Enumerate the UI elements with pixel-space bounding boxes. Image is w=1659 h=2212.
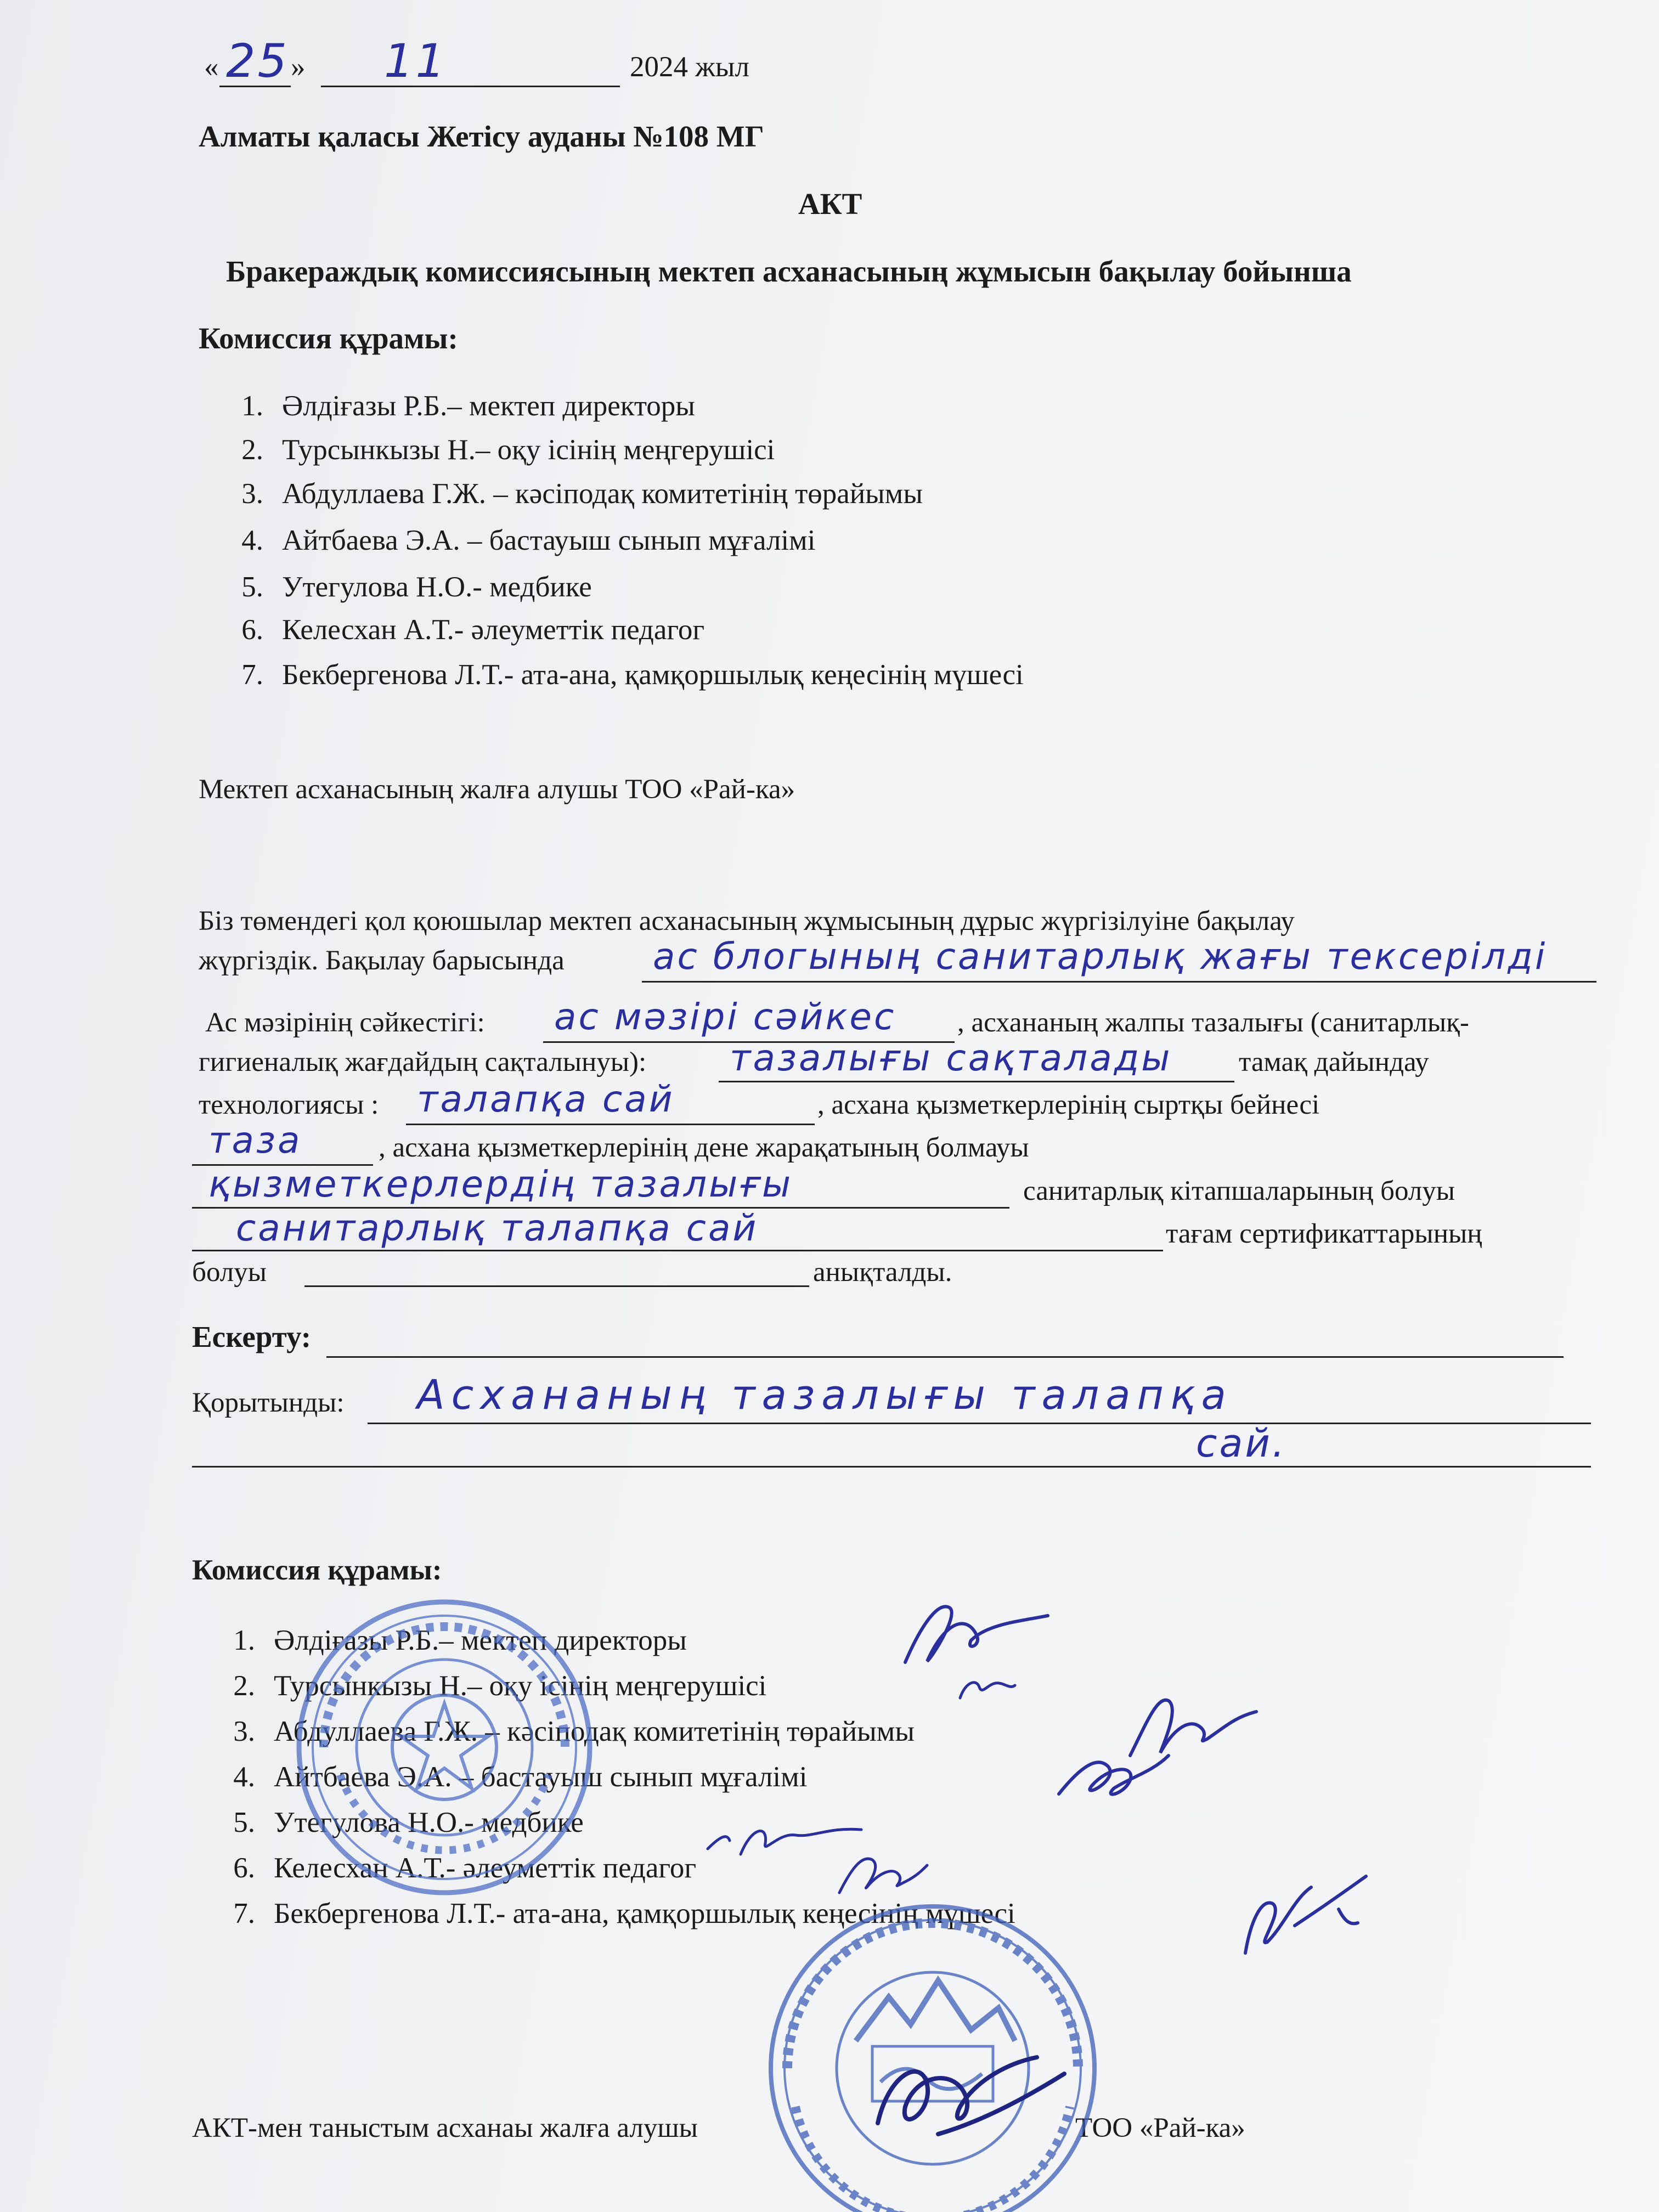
hw-sanitary-result: санитарлық талапқа сай: [236, 1207, 759, 1249]
menu-label: Ас мәзірінің сәйкестігі:: [205, 1007, 485, 1038]
cooking-label: тамақ дайындау: [1239, 1047, 1429, 1077]
list-item: 2. Турсынкызы Н.– оқу ісінің меңгерушісі: [241, 434, 775, 466]
date-open-quote: «: [204, 51, 219, 83]
act-subtitle: Бракераждық комиссиясының мектеп асханасының жұмысын бақылау бойынша: [226, 255, 1352, 288]
list-item: 6. Келесхан А.Т.- әлеуметтік педагог: [241, 614, 705, 646]
list-item: 4. Айтбаева Э.А. – бастауыш сынып мұғалімі: [233, 1761, 808, 1793]
conclusion-label: Қорытынды:: [192, 1387, 345, 1418]
date-day-underline: [219, 86, 291, 87]
date-day: 25: [226, 34, 289, 88]
hw-hygiene-result: тазалығы сақталады: [730, 1037, 1172, 1079]
conclusion-underline-2: [192, 1466, 1591, 1468]
presence-label: болуы: [192, 1257, 267, 1288]
list-item: 3. Абдуллаева Г.Ж. – кәсіподақ комитетінің төрайымы: [233, 1716, 915, 1747]
act-title: АКТ: [798, 187, 862, 221]
tenant-line: Мектеп асханасының жалға алушы ТОО «Рай-ка»: [199, 774, 795, 805]
date-close-quote: »: [291, 51, 306, 83]
signature-1-icon: [900, 1591, 1053, 1673]
list-item: 5. Утегулова Н.О.- медбике: [233, 1807, 584, 1838]
note-label: Ескерту:: [192, 1320, 312, 1353]
list-item: 1. Әлдіғазы Р.Б.– мектеп директоры: [241, 390, 695, 422]
appearance-label: , асхана қызметкерлерінің сыртқы бейнесі: [817, 1090, 1320, 1120]
list-item: 5. Утегулова Н.О.- медбике: [241, 571, 592, 603]
commission-heading-2: Комиссия құрамы:: [192, 1554, 442, 1586]
list-item: 1. Әлдіғазы Р.Б.– мектеп директоры: [233, 1624, 687, 1656]
body-line-1: Біз төмендегі қол қоюшылар мектеп асханасының жұмысының дұрыс жүргізілуіне бақылау: [199, 906, 1295, 936]
ack-left: АКТ-мен таныстым асханаы жалға алушы: [192, 2113, 698, 2143]
date-month: 11: [384, 34, 447, 88]
date-month-underline: [321, 86, 620, 87]
technology-label: технологиясы :: [199, 1090, 379, 1120]
sanitary-underline: [192, 1250, 1163, 1251]
list-item: 3. Абдуллаева Г.Ж. – кәсіподақ комитетінің төрайымы: [241, 478, 923, 510]
list-item: 4. Айтбаева Э.А. – бастауыш сынып мұғалімі: [241, 524, 816, 556]
hw-menu-result: ас мәзірі сәйкес: [554, 996, 896, 1038]
conclusion-underline-1: [368, 1423, 1591, 1424]
hw-appearance-result: таза: [208, 1119, 302, 1161]
signature-6-icon: [834, 1843, 933, 1904]
hw-injury-result: қызметкерлердің тазалығы: [208, 1163, 793, 1205]
hw-control-result: ас блогының санитарлық жағы тексерілді: [653, 935, 1548, 978]
signature-2-icon: [955, 1673, 1020, 1706]
control-underline: [642, 981, 1596, 983]
signature-7-icon: [1234, 1865, 1372, 1964]
note-underline: [326, 1356, 1564, 1358]
school-name: Алматы қаласы Жетісу ауданы №108 МГ: [199, 120, 764, 153]
list-item: 2. Турсынкызы Н.– оқу ісінің меңгерушісі: [233, 1670, 767, 1702]
certificates-underline: [304, 1285, 809, 1287]
hygiene-label: гигиеналық жағдайдың сақталынуы):: [199, 1047, 647, 1077]
technology-underline: [406, 1124, 815, 1125]
sanitary-books-label: санитарлық кітапшаларының болуы: [1023, 1176, 1455, 1206]
hw-conclusion-line-2: сай.: [1196, 1421, 1287, 1466]
hw-technology-result: талапқа сай: [417, 1078, 675, 1120]
cleanliness-label: , асхананың жалпы тазалығы (санитарлық-: [957, 1007, 1469, 1038]
signature-8-icon: [856, 2041, 1075, 2151]
list-item: 7. Бекбергенова Л.Т.- ата-ана, қамқоршылық кеңесінің мүшесі: [241, 659, 1024, 691]
date-year: 2024 жыл: [630, 51, 749, 83]
ack-right: ТОО «Рай-ка»: [1075, 2113, 1245, 2143]
list-item: 6. Келесхан А.Т.- әлеуметтік педагог: [233, 1852, 697, 1884]
injury-label: , асхана қызметкерлерінің дене жарақатының болмауы: [379, 1132, 1029, 1163]
round-seal-stamp-icon: [291, 1594, 598, 1901]
body-line-2: жүргіздік. Бақылау барысында: [199, 945, 565, 976]
certificates-label: тағам сертификаттарының: [1166, 1218, 1482, 1249]
hygiene-underline: [719, 1081, 1234, 1082]
commission-list: [203, 390, 1024, 703]
determined-label: анықталды.: [813, 1257, 952, 1288]
signature-4-icon: [1048, 1734, 1174, 1816]
list-item: 7. Бекбергенова Л.Т.- ата-ана, қамқоршылық кеңесінің мүшесі: [233, 1898, 1015, 1929]
commission-heading: Комиссия құрамы:: [199, 321, 458, 355]
hw-conclusion-line-1: Асхананың тазалығы талапқа: [417, 1372, 1233, 1419]
